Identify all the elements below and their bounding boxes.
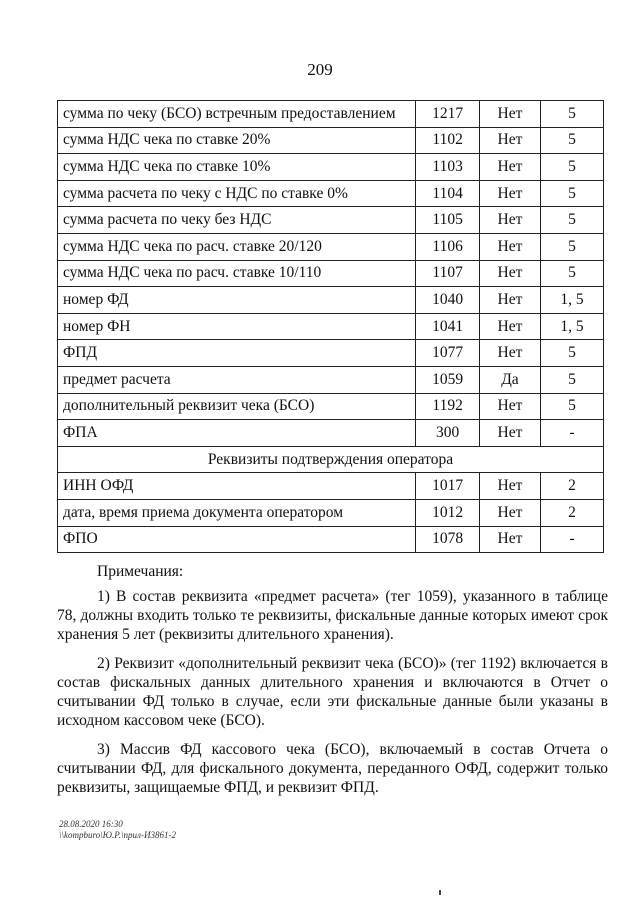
requisite-name-cell: сумма НДС чека по расч. ставке 10/110 [58, 260, 416, 287]
table-row [58, 366, 604, 393]
tag-cell: 1106 [416, 233, 479, 260]
tag-cell: 1104 [416, 180, 479, 207]
section-title: Реквизиты подтверждения оператора [58, 446, 604, 473]
mandatory-cell: Нет [479, 180, 540, 207]
tag-cell: 1077 [416, 340, 479, 367]
mandatory-cell: Нет [479, 287, 540, 314]
notes-title: Примечания: [97, 563, 184, 580]
tag-cell: 1107 [416, 260, 479, 287]
mandatory-cell: Нет [479, 420, 540, 447]
table-row [58, 393, 604, 420]
requisite-name-cell: дополнительный реквизит чека (БСО) [58, 393, 416, 420]
table-row [58, 340, 604, 367]
format-cell: 5 [541, 101, 604, 128]
format-cell: 5 [541, 207, 604, 234]
mandatory-cell: Нет [479, 233, 540, 260]
requisite-name-cell: ФПО [58, 526, 416, 553]
mandatory-cell: Нет [479, 260, 540, 287]
notes-section [57, 562, 608, 807]
mandatory-cell: Нет [479, 499, 540, 526]
mandatory-cell: Нет [479, 101, 540, 128]
requisite-name-cell: сумма НДС чека по ставке 20% [58, 127, 416, 154]
tag-cell: 1017 [416, 473, 479, 500]
table-row [58, 313, 604, 340]
format-cell: 5 [541, 180, 604, 207]
table-row [58, 420, 604, 447]
table-row [58, 499, 604, 526]
requisite-name-cell: сумма расчета по чеку с НДС по ставке 0% [58, 180, 416, 207]
tag-cell: 1040 [416, 287, 479, 314]
requisite-name-cell: ФПА [58, 420, 416, 447]
requisites-table-body [58, 101, 604, 553]
tag-cell: 1078 [416, 526, 479, 553]
format-cell: - [541, 420, 604, 447]
format-cell: 1, 5 [541, 313, 604, 340]
section-header-row [58, 446, 604, 473]
requisite-name-cell: номер ФД [58, 287, 416, 314]
table-row [58, 473, 604, 500]
scan-mark [439, 890, 441, 895]
format-cell: 5 [541, 127, 604, 154]
format-cell: 2 [541, 473, 604, 500]
format-cell: 5 [541, 233, 604, 260]
mandatory-cell: Нет [479, 393, 540, 420]
file-footer [59, 819, 176, 841]
table-row [58, 207, 604, 234]
table-row [58, 260, 604, 287]
format-cell: 5 [541, 154, 604, 181]
format-cell: 1, 5 [541, 287, 604, 314]
format-cell: 2 [541, 499, 604, 526]
requisite-name-cell: ИНН ОФД [58, 473, 416, 500]
table-row [58, 127, 604, 154]
requisite-name-cell: номер ФН [58, 313, 416, 340]
requisite-name-cell: сумма расчета по чеку без НДС [58, 207, 416, 234]
tag-cell: 1102 [416, 127, 479, 154]
tag-cell: 1059 [416, 366, 479, 393]
table-row [58, 287, 604, 314]
format-cell: 5 [541, 366, 604, 393]
table-row [58, 180, 604, 207]
footer-timestamp: 28.08.2020 16:30 [59, 819, 123, 829]
note-2: 2) Реквизит «дополнительный реквизит чека (БСО)» (тег 1192) включается в состав фискальных данных длительного хранения и включаются в Отчет о считывании ФД только в случае, если эти фискальные данные были указаны в исходном кассовом чеке (БСО). [57, 655, 608, 729]
tag-cell: 1103 [416, 154, 479, 181]
requisite-name-cell: дата, время приема документа оператором [58, 499, 416, 526]
mandatory-cell: Нет [479, 127, 540, 154]
requisite-name-cell: ФПД [58, 340, 416, 367]
mandatory-cell: Да [479, 366, 540, 393]
table-row [58, 154, 604, 181]
note-1: 1) В состав реквизита «предмет расчета» (тег 1059), указанного в таблице 78, должны входить только те реквизиты, фискальные данные которых имеют срок хранения 5 лет (реквизиты длительного хранения). [57, 588, 608, 643]
tag-cell: 300 [416, 420, 479, 447]
requisite-name-cell: сумма НДС чека по ставке 10% [58, 154, 416, 181]
mandatory-cell: Нет [479, 340, 540, 367]
format-cell: 5 [541, 340, 604, 367]
format-cell: 5 [541, 260, 604, 287]
format-cell: 5 [541, 393, 604, 420]
tag-cell: 1105 [416, 207, 479, 234]
mandatory-cell: Нет [479, 526, 540, 553]
requisite-name-cell: сумма по чеку (БСО) встречным предоставлением [58, 101, 416, 128]
tag-cell: 1012 [416, 499, 479, 526]
table-row [58, 233, 604, 260]
tag-cell: 1217 [416, 101, 479, 128]
requisites-table [57, 100, 604, 553]
requisite-name-cell: предмет расчета [58, 366, 416, 393]
page-number: 209 [307, 60, 333, 79]
table-row [58, 101, 604, 128]
table-row [58, 526, 604, 553]
format-cell: - [541, 526, 604, 553]
tag-cell: 1192 [416, 393, 479, 420]
footer-filepath: \\kompburo\Ю.Р.\прил-И3861-2 [59, 830, 176, 840]
mandatory-cell: Нет [479, 473, 540, 500]
note-3: 3) Массив ФД кассового чека (БСО), включаемый в состав Отчета о считывании ФД, для фискального документа, переданного ОФД, содержит только реквизиты, защищаемые ФПД, и реквизит ФПД. [57, 741, 608, 796]
requisite-name-cell: сумма НДС чека по расч. ставке 20/120 [58, 233, 416, 260]
mandatory-cell: Нет [479, 154, 540, 181]
mandatory-cell: Нет [479, 313, 540, 340]
tag-cell: 1041 [416, 313, 479, 340]
mandatory-cell: Нет [479, 207, 540, 234]
